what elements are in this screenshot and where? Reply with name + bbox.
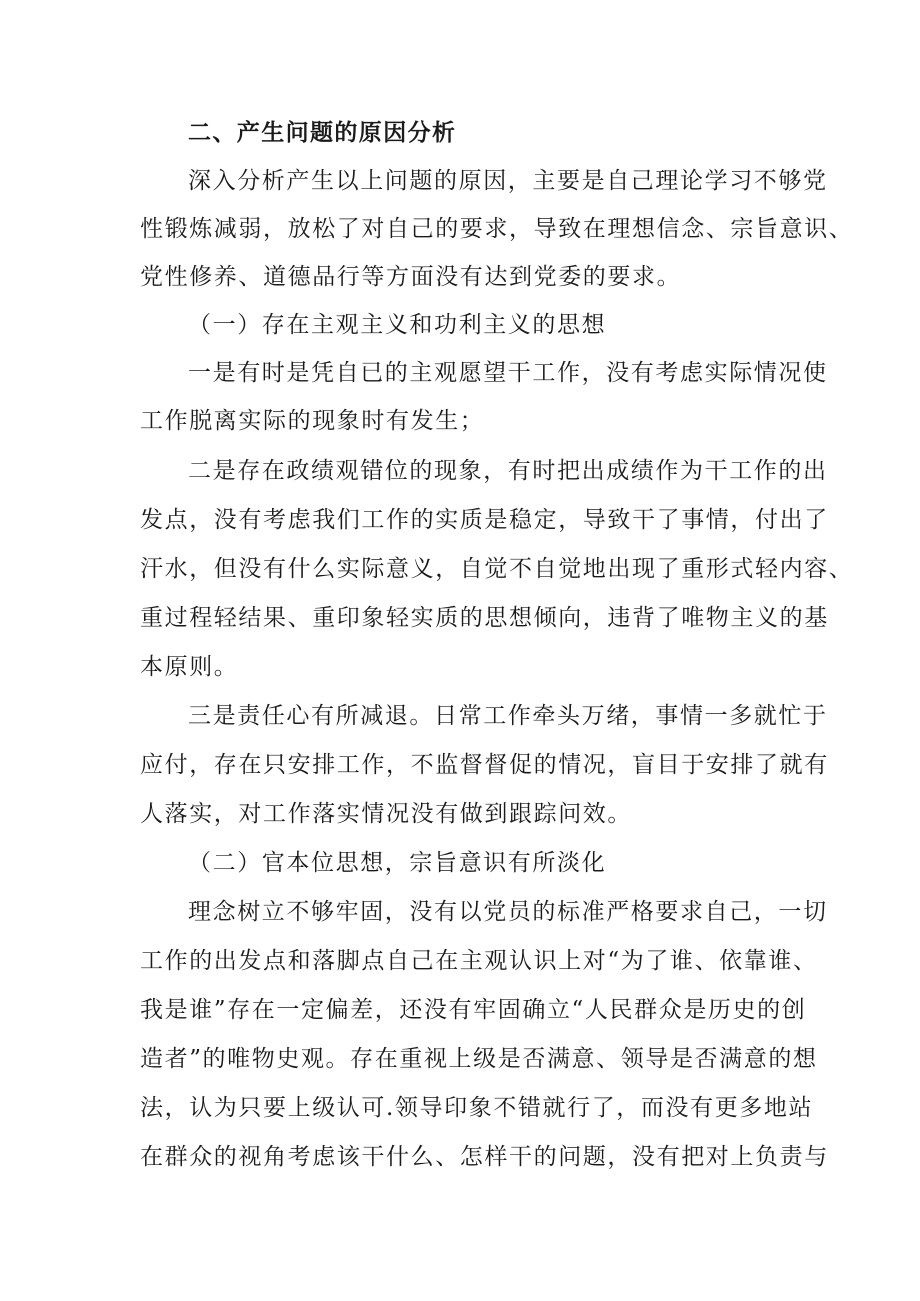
paragraph-line: 发点，没有考虑我们工作的实质是稳定，导致干了事情，付出了 (140, 507, 829, 533)
paragraph-line: 党性修养、道德品行等方面没有达到党委的要求。 (140, 264, 682, 290)
paragraph-line: 人落实，对工作落实情况没有做到跟踪问效。 (140, 801, 632, 827)
paragraph-line: 一是有时是凭自已的主观愿望干工作，没有考虑实际情况使 (188, 360, 828, 386)
paragraph-line: 理念树立不够牢固，没有以党员的标准严格要求自己，一切 (188, 899, 828, 925)
paragraph-line: 法，认为只要上级认可.领导印象不错就行了，而没有更多地站 (140, 1095, 814, 1121)
section-heading: 二、产生问题的原因分析 (188, 120, 457, 146)
paragraph-line: 性锻炼减弱，放松了对自己的要求，导致在理想信念、宗旨意识、 (140, 216, 854, 242)
paragraph-line: 汗水，但没有什么实际意义，自觉不自觉地出现了重形式轻内容、 (140, 556, 854, 582)
subsection-heading: （一）存在主观主义和功利主义的思想 (188, 312, 607, 338)
subsection-heading: （二）官本位思想，宗旨意识有所淡化 (188, 850, 607, 876)
paragraph-line: 三是责任心有所减退。日常工作牵头万绪，事情一多就忙于 (188, 703, 828, 729)
paragraph-line: 应付，存在只安排工作，不监督督促的情况，盲目于安排了就有 (140, 752, 829, 778)
paragraph-line: 重过程轻结果、重印象轻实质的思想倾向，违背了唯物主义的基 (140, 605, 829, 631)
paragraph-line: 在群众的视角考虑该干什么、怎样干的问题，没有把对上负责与 (140, 1144, 829, 1170)
paragraph-line: 我是谁”存在一定偏差，还没有牢固确立“人民群众是历史的创 (140, 997, 807, 1023)
paragraph-line: 二是存在政绩观错位的现象，有时把出成绩作为干工作的出 (188, 458, 828, 484)
paragraph-line: 本原则。 (140, 654, 239, 680)
paragraph-line: 工作的出发点和落脚点自己在主观认识上对“为了谁、依靠谁、 (140, 948, 818, 974)
paragraph-line: 深入分析产生以上问题的原因，主要是自己理论学习不够党 (188, 168, 828, 194)
paragraph-line: 工作脱离实际的现象时有发生； (140, 408, 485, 434)
paragraph-line: 造者”的唯物史观。存在重视上级是否满意、领导是否满意的想 (140, 1046, 818, 1072)
